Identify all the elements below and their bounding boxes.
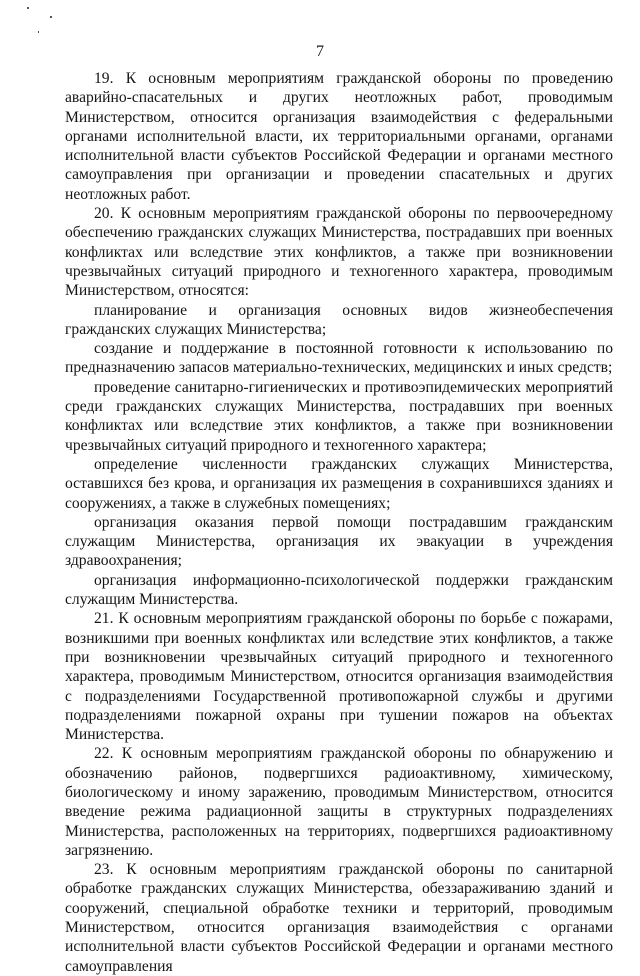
document-body xyxy=(65,69,613,976)
scan-artifact-mark xyxy=(38,31,39,33)
paragraph-item-19: 19. К основным мероприятиям гражданской обороны по проведению аварийно-спасательных и других неотложных работ, проводимым Министерством, относится организация взаимодействия с федеральными органами исполнительной власти, их территориальными органами, органами исполнительной власти субъектов Российской Федерации и органами местного самоуправления при организации и проведении спасательных и других неотложных работ. xyxy=(65,70,613,203)
paragraph-item-20: 20. К основным мероприятиям гражданской обороны по первоочередному обеспечению гражданских служащих Министерства, пострадавших при военных конфликтах или вследствие этих конфликтов, а также при возникновении чрезвычайных ситуаций природного и техногенного характера, проводимым Министерством, относятся: xyxy=(65,205,613,300)
paragraph-subitem-reserves: создание и поддержание в постоянной готовности к использованию по предназначению запасов материально-технических, медицинских и иных средств; xyxy=(65,340,613,377)
paragraph-subitem-housing: определение численности гражданских служащих Министерства, оставшихся без крова, и организация их размещения в сохранившихся зданиях и сооружениях, а также в служебных помещениях; xyxy=(65,455,613,512)
paragraph-subitem-planning: планирование и организация основных видов жизнеобеспечения гражданских служащих Министерства; xyxy=(65,301,613,338)
paragraph-item-23: 23. К основным мероприятиям гражданской обороны по санитарной обработке гражданских служащих Министерства, обеззараживанию зданий и сооружений, специальной обработке техники и территорий, проводимым Министерством, относится организация взаимодействия с органами исполнительной власти субъектов Российской Федерации и органами местного самоуправления xyxy=(65,861,613,975)
scan-artifact-mark xyxy=(50,16,52,18)
scan-artifact-mark xyxy=(27,7,29,9)
paragraph-item-22: 22. К основным мероприятиям гражданской обороны по обнаружению и обозначению районов, подвергшихся радиоактивному, химическому, биологическому и иному заражению, проводимым Министерством, относится введение режима радиационной защиты в структурных подразделениях Министерства, расположенных на территориях, подвергшихся радиоактивному загрязнению. xyxy=(65,745,613,859)
paragraph-item-21: 21. К основным мероприятиям гражданской обороны по борьбе с пожарами, возникшими при военных конфликтах или вследствие этих конфликтов, а также при возникновении чрезвычайных ситуаций природного и техногенного характера, проводимым Министерством, относится организация взаимодействия с подразделениями Государственной противопожарной службы и другими подразделениями пожарной охраны при тушении пожаров на объектах Министерства. xyxy=(65,610,613,744)
paragraph-subitem-psychological-support: организация информационно-психологической поддержки гражданским служащим Министерства. xyxy=(65,571,613,609)
paragraph-subitem-sanitary: проведение санитарно-гигиенических и противоэпидемических мероприятий среди гражданских служащих Министерства, пострадавших при военных конфликтах или вследствие этих конфликтов, а также при возникновении чрезвычайных ситуаций природного и техногенного характера; xyxy=(65,378,613,454)
paragraph-subitem-first-aid: организация оказания первой помощи пострадавшим гражданским служащим Министерства, организация их эвакуации в учреждения здравоохранения; xyxy=(65,513,613,570)
page-number: 7 xyxy=(316,43,324,60)
